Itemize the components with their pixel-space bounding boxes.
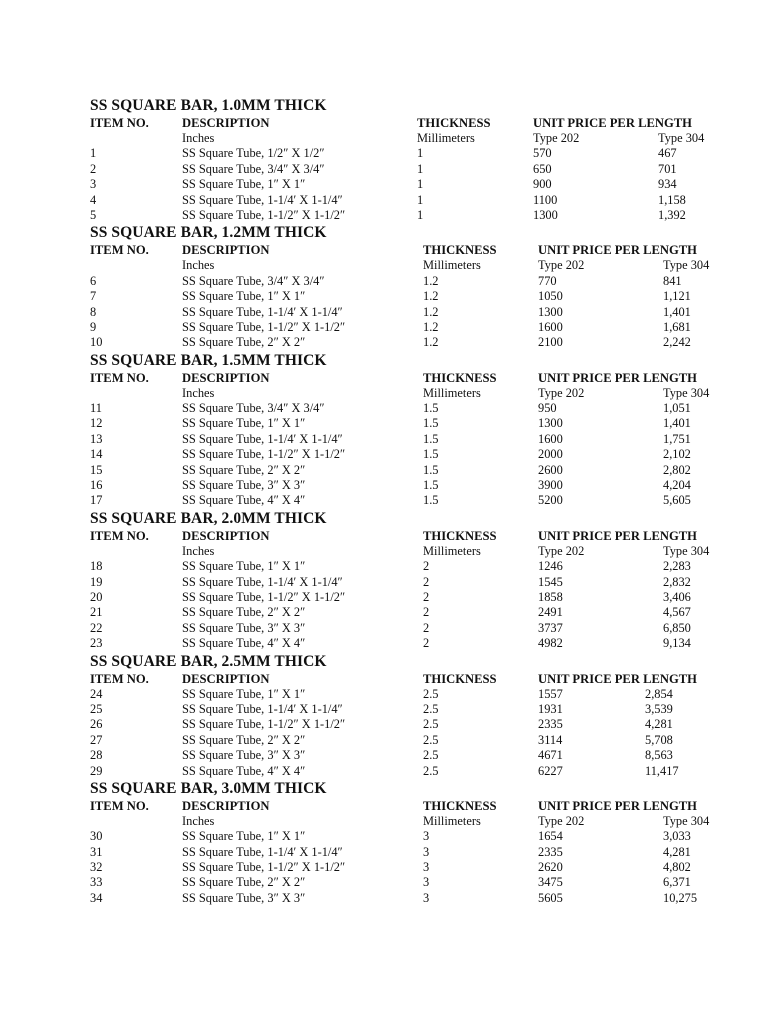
price-type202: 3475 bbox=[538, 875, 563, 890]
price-type304: 701 bbox=[658, 161, 677, 176]
price-type202: 1557 bbox=[538, 686, 563, 701]
item-description: SS Square Tube, 1-1/4′ X 1-1/4″ bbox=[182, 701, 343, 716]
table-header-row bbox=[90, 115, 750, 131]
table-row bbox=[90, 687, 750, 702]
price-type202: 1300 bbox=[538, 304, 563, 319]
item-number: 23 bbox=[90, 636, 103, 651]
item-thickness: 1.2 bbox=[423, 319, 439, 334]
header-unit-price: UNIT PRICE PER LENGTH bbox=[538, 370, 697, 385]
item-number: 32 bbox=[90, 860, 103, 875]
item-number: 16 bbox=[90, 478, 103, 493]
header-thickness: THICKNESS bbox=[423, 671, 497, 686]
item-description: SS Square Tube, 2″ X 2″ bbox=[182, 605, 306, 620]
table-header-row bbox=[90, 528, 750, 544]
price-type304: 6,371 bbox=[663, 875, 691, 890]
price-type202: 1246 bbox=[538, 559, 563, 574]
item-number: 25 bbox=[90, 701, 103, 716]
header-unit-price: UNIT PRICE PER LENGTH bbox=[538, 528, 697, 543]
subheader-type304: Type 304 bbox=[663, 543, 710, 558]
table-row bbox=[90, 575, 750, 590]
table-row bbox=[90, 320, 750, 335]
item-number: 30 bbox=[90, 829, 103, 844]
price-type202: 950 bbox=[538, 401, 557, 416]
price-type304: 2,854 bbox=[645, 686, 673, 701]
price-type202: 1600 bbox=[538, 431, 563, 446]
header-thickness: THICKNESS bbox=[423, 528, 497, 543]
price-type202: 3900 bbox=[538, 478, 563, 493]
table-row bbox=[90, 177, 750, 192]
table-row bbox=[90, 305, 750, 320]
table-subheader-row bbox=[90, 386, 750, 401]
item-number: 19 bbox=[90, 574, 103, 589]
header-unit-price: UNIT PRICE PER LENGTH bbox=[538, 798, 697, 813]
price-type304: 3,033 bbox=[663, 829, 691, 844]
item-thickness: 1.2 bbox=[423, 273, 439, 288]
item-number: 33 bbox=[90, 875, 103, 890]
item-number: 11 bbox=[90, 401, 102, 416]
item-number: 15 bbox=[90, 462, 103, 477]
price-type202: 2620 bbox=[538, 860, 563, 875]
header-item-no: ITEM NO. bbox=[90, 528, 149, 543]
section-1 bbox=[90, 96, 750, 223]
table-row bbox=[90, 559, 750, 574]
item-thickness: 1.5 bbox=[423, 478, 439, 493]
item-thickness: 3 bbox=[423, 844, 430, 859]
item-thickness: 1.5 bbox=[423, 431, 439, 446]
price-type304: 1,401 bbox=[663, 416, 691, 431]
price-type304: 2,242 bbox=[663, 335, 691, 350]
item-number: 10 bbox=[90, 335, 103, 350]
table-row bbox=[90, 335, 750, 350]
item-thickness: 1.5 bbox=[423, 416, 439, 431]
section-title: SS SQUARE BAR, 1.5MM THICK bbox=[90, 351, 327, 369]
price-type304: 2,832 bbox=[663, 574, 691, 589]
header-thickness: THICKNESS bbox=[423, 370, 497, 385]
price-type304: 2,102 bbox=[663, 447, 691, 462]
subheader-inches: Inches bbox=[182, 385, 215, 400]
item-description: SS Square Tube, 3″ X 3″ bbox=[182, 478, 306, 493]
item-description: SS Square Tube, 3/4″ X 3/4″ bbox=[182, 161, 325, 176]
price-type202: 1300 bbox=[538, 416, 563, 431]
section-title: SS SQUARE BAR, 1.2MM THICK bbox=[90, 224, 327, 242]
section-5 bbox=[90, 652, 750, 779]
item-thickness: 1 bbox=[417, 207, 424, 222]
item-description: SS Square Tube, 1-1/2″ X 1-1/2″ bbox=[182, 447, 346, 462]
price-type304: 4,281 bbox=[645, 717, 673, 732]
item-description: SS Square Tube, 2″ X 2″ bbox=[182, 462, 306, 477]
item-number: 20 bbox=[90, 589, 103, 604]
header-thickness: THICKNESS bbox=[423, 798, 497, 813]
table-subheader-row bbox=[90, 131, 750, 146]
price-type202: 5605 bbox=[538, 890, 563, 905]
header-unit-price: UNIT PRICE PER LENGTH bbox=[538, 243, 697, 258]
table-row bbox=[90, 416, 750, 431]
item-number: 28 bbox=[90, 748, 103, 763]
header-description: DESCRIPTION bbox=[182, 243, 270, 258]
item-description: SS Square Tube, 3/4″ X 3/4″ bbox=[182, 401, 325, 416]
subheader-millimeters: Millimeters bbox=[417, 131, 475, 145]
item-number: 12 bbox=[90, 416, 103, 431]
table-row bbox=[90, 289, 750, 304]
section-3 bbox=[90, 351, 750, 509]
item-thickness: 2.5 bbox=[423, 763, 439, 778]
item-number: 9 bbox=[90, 319, 97, 334]
table-subheader-row bbox=[90, 544, 750, 559]
item-description: SS Square Tube, 4″ X 4″ bbox=[182, 636, 306, 651]
price-type202: 2000 bbox=[538, 447, 563, 462]
item-thickness: 3 bbox=[423, 890, 430, 905]
item-number: 1 bbox=[90, 146, 97, 161]
price-type304: 4,567 bbox=[663, 605, 691, 620]
price-type202: 570 bbox=[533, 146, 552, 161]
table-row bbox=[90, 208, 750, 223]
item-thickness: 1 bbox=[417, 192, 424, 207]
table-row bbox=[90, 463, 750, 478]
table-row bbox=[90, 748, 750, 763]
price-type202: 650 bbox=[533, 161, 552, 176]
price-type202: 3737 bbox=[538, 620, 563, 635]
item-thickness: 3 bbox=[423, 829, 430, 844]
table-row bbox=[90, 621, 750, 636]
item-thickness: 3 bbox=[423, 860, 430, 875]
item-description: SS Square Tube, 1-1/4′ X 1-1/4″ bbox=[182, 844, 343, 859]
header-item-no: ITEM NO. bbox=[90, 370, 149, 385]
subheader-type304: Type 304 bbox=[658, 131, 705, 145]
price-type202: 3114 bbox=[538, 732, 563, 747]
price-list-document bbox=[90, 96, 750, 906]
item-description: SS Square Tube, 1″ X 1″ bbox=[182, 177, 306, 192]
price-type202: 1050 bbox=[538, 289, 563, 304]
subheader-type202: Type 202 bbox=[538, 813, 585, 828]
subheader-type304: Type 304 bbox=[663, 258, 710, 273]
table-header-row bbox=[90, 798, 750, 814]
price-type202: 2335 bbox=[538, 844, 563, 859]
price-type304: 6,850 bbox=[663, 620, 691, 635]
item-description: SS Square Tube, 1-1/2″ X 1-1/2″ bbox=[182, 589, 346, 604]
table-row bbox=[90, 829, 750, 844]
item-number: 6 bbox=[90, 273, 97, 288]
item-thickness: 1.5 bbox=[423, 447, 439, 462]
price-type202: 1858 bbox=[538, 589, 563, 604]
item-number: 3 bbox=[90, 177, 97, 192]
price-type202: 1100 bbox=[533, 192, 558, 207]
table-row bbox=[90, 636, 750, 651]
table-row bbox=[90, 401, 750, 416]
price-type304: 467 bbox=[658, 146, 677, 161]
item-thickness: 2.5 bbox=[423, 686, 439, 701]
item-thickness: 2 bbox=[423, 574, 430, 589]
subheader-type202: Type 202 bbox=[538, 385, 585, 400]
price-type202: 4671 bbox=[538, 748, 563, 763]
price-type304: 1,051 bbox=[663, 401, 691, 416]
item-thickness: 2.5 bbox=[423, 717, 439, 732]
item-description: SS Square Tube, 1/2″ X 1/2″ bbox=[182, 146, 325, 161]
item-number: 27 bbox=[90, 732, 103, 747]
item-thickness: 1.2 bbox=[423, 335, 439, 350]
item-description: SS Square Tube, 1-1/4′ X 1-1/4″ bbox=[182, 431, 343, 446]
subheader-millimeters: Millimeters bbox=[423, 258, 481, 273]
item-thickness: 1.5 bbox=[423, 493, 439, 508]
table-row bbox=[90, 860, 750, 875]
item-thickness: 1.5 bbox=[423, 462, 439, 477]
subheader-inches: Inches bbox=[182, 258, 215, 273]
item-thickness: 1 bbox=[417, 177, 424, 192]
table-row bbox=[90, 274, 750, 289]
header-unit-price: UNIT PRICE PER LENGTH bbox=[533, 116, 692, 130]
subheader-millimeters: Millimeters bbox=[423, 543, 481, 558]
subheader-millimeters: Millimeters bbox=[423, 385, 481, 400]
price-type304: 1,681 bbox=[663, 319, 691, 334]
header-description: DESCRIPTION bbox=[182, 671, 270, 686]
price-type304: 2,283 bbox=[663, 559, 691, 574]
price-type304: 1,392 bbox=[658, 207, 686, 222]
item-number: 34 bbox=[90, 890, 103, 905]
item-description: SS Square Tube, 1″ X 1″ bbox=[182, 559, 306, 574]
item-description: SS Square Tube, 2″ X 2″ bbox=[182, 732, 306, 747]
section-title: SS SQUARE BAR, 3.0MM THICK bbox=[90, 779, 327, 797]
price-type304: 1,751 bbox=[663, 431, 691, 446]
price-type304: 3,539 bbox=[645, 701, 673, 716]
subheader-inches: Inches bbox=[182, 813, 215, 828]
table-row bbox=[90, 146, 750, 161]
item-number: 31 bbox=[90, 844, 103, 859]
item-description: SS Square Tube, 3″ X 3″ bbox=[182, 890, 306, 905]
price-type202: 6227 bbox=[538, 763, 563, 778]
item-description: SS Square Tube, 1″ X 1″ bbox=[182, 416, 306, 431]
table-row bbox=[90, 702, 750, 717]
item-description: SS Square Tube, 1-1/2″ X 1-1/2″ bbox=[182, 860, 346, 875]
table-row bbox=[90, 875, 750, 890]
price-type304: 10,275 bbox=[663, 890, 698, 905]
header-item-no: ITEM NO. bbox=[90, 671, 149, 686]
item-number: 24 bbox=[90, 686, 103, 701]
price-type304: 11,417 bbox=[645, 763, 679, 778]
table-row bbox=[90, 162, 750, 177]
item-description: SS Square Tube, 1-1/4′ X 1-1/4″ bbox=[182, 304, 343, 319]
subheader-type304: Type 304 bbox=[663, 813, 710, 828]
price-type304: 3,406 bbox=[663, 589, 691, 604]
item-thickness: 1.2 bbox=[423, 304, 439, 319]
header-item-no: ITEM NO. bbox=[90, 243, 149, 258]
item-description: SS Square Tube, 1-1/2″ X 1-1/2″ bbox=[182, 319, 346, 334]
price-type202: 770 bbox=[538, 273, 557, 288]
price-type304: 8,563 bbox=[645, 748, 673, 763]
subheader-type202: Type 202 bbox=[538, 258, 585, 273]
header-item-no: ITEM NO. bbox=[90, 116, 149, 130]
header-description: DESCRIPTION bbox=[182, 798, 270, 813]
header-thickness: THICKNESS bbox=[423, 243, 497, 258]
price-type304: 4,204 bbox=[663, 478, 691, 493]
item-thickness: 2.5 bbox=[423, 701, 439, 716]
item-number: 14 bbox=[90, 447, 103, 462]
item-description: SS Square Tube, 4″ X 4″ bbox=[182, 493, 306, 508]
header-description: DESCRIPTION bbox=[182, 116, 270, 130]
item-number: 29 bbox=[90, 763, 103, 778]
item-number: 8 bbox=[90, 304, 97, 319]
price-type202: 2335 bbox=[538, 717, 563, 732]
table-row bbox=[90, 845, 750, 860]
item-description: SS Square Tube, 3″ X 3″ bbox=[182, 748, 306, 763]
price-type202: 2491 bbox=[538, 605, 563, 620]
item-thickness: 2 bbox=[423, 589, 430, 604]
price-type202: 1600 bbox=[538, 319, 563, 334]
item-thickness: 2.5 bbox=[423, 732, 439, 747]
table-header-row bbox=[90, 242, 750, 258]
subheader-type304: Type 304 bbox=[663, 385, 710, 400]
item-thickness: 2 bbox=[423, 559, 430, 574]
section-title: SS SQUARE BAR, 2.0MM THICK bbox=[90, 509, 327, 527]
subheader-inches: Inches bbox=[182, 131, 215, 145]
price-type202: 1300 bbox=[533, 207, 558, 222]
item-description: SS Square Tube, 1″ X 1″ bbox=[182, 289, 306, 304]
price-type304: 2,802 bbox=[663, 462, 691, 477]
section-2 bbox=[90, 223, 750, 350]
header-description: DESCRIPTION bbox=[182, 370, 270, 385]
price-type304: 1,401 bbox=[663, 304, 691, 319]
table-row bbox=[90, 764, 750, 779]
section-4 bbox=[90, 509, 750, 652]
item-number: 5 bbox=[90, 207, 97, 222]
table-row bbox=[90, 605, 750, 620]
item-number: 26 bbox=[90, 717, 103, 732]
subheader-inches: Inches bbox=[182, 543, 215, 558]
subheader-type202: Type 202 bbox=[538, 543, 585, 558]
item-description: SS Square Tube, 1-1/4′ X 1-1/4″ bbox=[182, 574, 343, 589]
subheader-millimeters: Millimeters bbox=[423, 813, 481, 828]
table-row bbox=[90, 717, 750, 732]
section-title: SS SQUARE BAR, 1.0MM THICK bbox=[90, 97, 327, 114]
header-item-no: ITEM NO. bbox=[90, 798, 149, 813]
item-description: SS Square Tube, 2″ X 2″ bbox=[182, 875, 306, 890]
table-row bbox=[90, 478, 750, 493]
section-title: SS SQUARE BAR, 2.5MM THICK bbox=[90, 652, 327, 670]
header-thickness: THICKNESS bbox=[417, 116, 491, 130]
item-description: SS Square Tube, 3″ X 3″ bbox=[182, 620, 306, 635]
table-row bbox=[90, 891, 750, 906]
section-6 bbox=[90, 779, 750, 906]
item-thickness: 1 bbox=[417, 161, 424, 176]
table-row bbox=[90, 447, 750, 462]
price-type202: 1654 bbox=[538, 829, 563, 844]
subheader-type202: Type 202 bbox=[533, 131, 580, 145]
item-thickness: 2 bbox=[423, 636, 430, 651]
price-type304: 1,121 bbox=[663, 289, 691, 304]
table-header-row bbox=[90, 671, 750, 687]
table-row bbox=[90, 493, 750, 508]
price-type304: 5,605 bbox=[663, 493, 691, 508]
price-type202: 1931 bbox=[538, 701, 563, 716]
price-type304: 934 bbox=[658, 177, 677, 192]
item-number: 2 bbox=[90, 161, 97, 176]
item-description: SS Square Tube, 3/4″ X 3/4″ bbox=[182, 273, 325, 288]
table-row bbox=[90, 733, 750, 748]
item-thickness: 2 bbox=[423, 605, 430, 620]
price-type304: 1,158 bbox=[658, 192, 686, 207]
item-number: 18 bbox=[90, 559, 103, 574]
item-number: 21 bbox=[90, 605, 103, 620]
item-number: 17 bbox=[90, 493, 103, 508]
item-description: SS Square Tube, 2″ X 2″ bbox=[182, 335, 306, 350]
price-type202: 4982 bbox=[538, 636, 563, 651]
price-type304: 9,134 bbox=[663, 636, 691, 651]
table-subheader-row bbox=[90, 814, 750, 829]
item-description: SS Square Tube, 1″ X 1″ bbox=[182, 829, 306, 844]
item-thickness: 2 bbox=[423, 620, 430, 635]
price-type202: 900 bbox=[533, 177, 552, 192]
item-thickness: 3 bbox=[423, 875, 430, 890]
item-number: 22 bbox=[90, 620, 103, 635]
price-type304: 841 bbox=[663, 273, 682, 288]
item-description: SS Square Tube, 1-1/4′ X 1-1/4″ bbox=[182, 192, 343, 207]
price-type202: 2100 bbox=[538, 335, 563, 350]
price-type202: 2600 bbox=[538, 462, 563, 477]
item-number: 4 bbox=[90, 192, 97, 207]
header-unit-price: UNIT PRICE PER LENGTH bbox=[538, 671, 697, 686]
item-thickness: 1 bbox=[417, 146, 424, 161]
header-description: DESCRIPTION bbox=[182, 528, 270, 543]
price-type202: 5200 bbox=[538, 493, 563, 508]
table-row bbox=[90, 432, 750, 447]
item-thickness: 1.2 bbox=[423, 289, 439, 304]
price-type304: 5,708 bbox=[645, 732, 673, 747]
item-description: SS Square Tube, 1-1/2″ X 1-1/2″ bbox=[182, 207, 346, 222]
item-number: 7 bbox=[90, 289, 97, 304]
item-thickness: 1.5 bbox=[423, 401, 439, 416]
price-type304: 4,802 bbox=[663, 860, 691, 875]
price-type304: 4,281 bbox=[663, 844, 691, 859]
table-header-row bbox=[90, 370, 750, 386]
price-type202: 1545 bbox=[538, 574, 563, 589]
table-row bbox=[90, 590, 750, 605]
item-thickness: 2.5 bbox=[423, 748, 439, 763]
item-number: 13 bbox=[90, 431, 103, 446]
item-description: SS Square Tube, 1-1/2″ X 1-1/2″ bbox=[182, 717, 346, 732]
item-description: SS Square Tube, 4″ X 4″ bbox=[182, 763, 306, 778]
table-subheader-row bbox=[90, 258, 750, 273]
item-description: SS Square Tube, 1″ X 1″ bbox=[182, 686, 306, 701]
table-row bbox=[90, 193, 750, 208]
